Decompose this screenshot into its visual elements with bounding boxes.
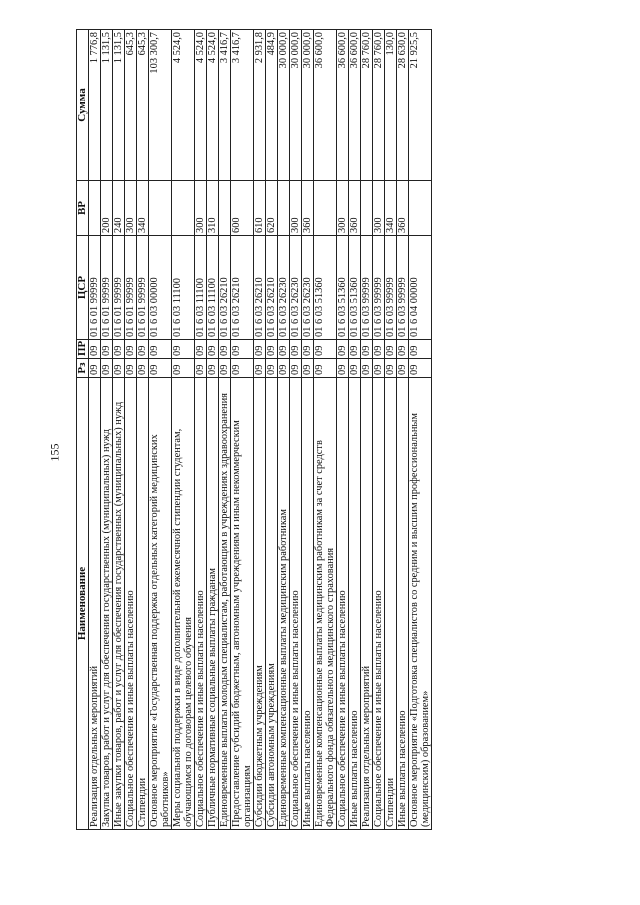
cell-rz: 09 <box>385 359 397 378</box>
cell-sum: 1 131,5 <box>101 30 113 181</box>
cell-sum: 36 600,0 <box>314 30 337 181</box>
cell-name: Единовременные компенсационные выплаты медицинским работникам <box>278 378 290 830</box>
rotated-page <box>76 30 571 830</box>
table-row <box>385 30 397 830</box>
cell-name: Меры социальной поддержки в виде дополнительной ежемесячной стипендии студентам, обучающимся по договорам целевого обучения <box>172 378 195 830</box>
cell-rz: 09 <box>113 359 125 378</box>
cell-vr: 300 <box>125 181 137 236</box>
cell-sum: 36 600,0 <box>337 30 349 181</box>
cell-sum: 4 524,0 <box>195 30 207 181</box>
cell-csr: 01 6 03 11100 <box>195 236 207 340</box>
cell-vr <box>278 181 290 236</box>
cell-pr: 09 <box>231 340 254 359</box>
cell-rz: 09 <box>231 359 254 378</box>
cell-sum: 645,3 <box>137 30 149 181</box>
table-row <box>337 30 349 830</box>
cell-rz: 09 <box>172 359 195 378</box>
table-row <box>101 30 113 830</box>
header-name: Наименование <box>77 378 89 830</box>
cell-pr: 09 <box>254 340 266 359</box>
cell-pr: 09 <box>101 340 113 359</box>
cell-pr: 09 <box>172 340 195 359</box>
cell-pr: 09 <box>361 340 373 359</box>
cell-csr: 01 6 03 99999 <box>385 236 397 340</box>
cell-vr: 300 <box>195 181 207 236</box>
cell-vr <box>409 181 432 236</box>
cell-csr: 01 6 03 99999 <box>397 236 409 340</box>
cell-rz: 09 <box>195 359 207 378</box>
cell-vr <box>172 181 195 236</box>
cell-vr: 360 <box>349 181 361 236</box>
cell-csr: 01 6 03 26230 <box>278 236 290 340</box>
table-row <box>278 30 290 830</box>
cell-sum: 484,9 <box>266 30 278 181</box>
cell-name: Закупка товаров, работ и услуг для обеспечения государственных (муниципальных) нужд <box>101 378 113 830</box>
table-row <box>302 30 314 830</box>
cell-csr: 01 6 01 99999 <box>101 236 113 340</box>
cell-rz: 09 <box>125 359 137 378</box>
cell-vr <box>361 181 373 236</box>
cell-csr: 01 6 03 11100 <box>207 236 219 340</box>
cell-rz: 09 <box>137 359 149 378</box>
table-row <box>361 30 373 830</box>
cell-pr: 09 <box>302 340 314 359</box>
cell-name: Субсидии бюджетным учреждениям <box>254 378 266 830</box>
cell-rz: 09 <box>290 359 302 378</box>
table-row <box>349 30 361 830</box>
cell-vr: 240 <box>113 181 125 236</box>
budget-table <box>76 29 432 830</box>
cell-pr: 09 <box>113 340 125 359</box>
cell-name: Стипендии <box>385 378 397 830</box>
table-row <box>231 30 254 830</box>
cell-pr: 09 <box>409 340 432 359</box>
cell-vr <box>149 181 172 236</box>
cell-csr: 01 6 03 51360 <box>349 236 361 340</box>
cell-csr: 01 6 04 00000 <box>409 236 432 340</box>
cell-pr: 09 <box>385 340 397 359</box>
cell-name: Иные выплаты населению <box>397 378 409 830</box>
cell-name: Социальное обеспечение и иные выплаты населению <box>373 378 385 830</box>
table-row <box>397 30 409 830</box>
cell-name: Реализация отдельных мероприятий <box>361 378 373 830</box>
cell-rz: 09 <box>337 359 349 378</box>
cell-csr: 01 6 03 51360 <box>337 236 349 340</box>
cell-name: Иные закупки товаров, работ и услуг для обеспечения государственных (муниципальных) нужд <box>113 378 125 830</box>
table-row <box>219 30 231 830</box>
cell-pr: 09 <box>195 340 207 359</box>
cell-rz: 09 <box>101 359 113 378</box>
cell-rz: 09 <box>302 359 314 378</box>
cell-name: Основное мероприятие «Государственная поддержка отдельных категорий медицинских работников» <box>149 378 172 830</box>
cell-sum: 30 000,0 <box>302 30 314 181</box>
cell-csr: 01 6 03 99999 <box>373 236 385 340</box>
cell-vr: 360 <box>397 181 409 236</box>
table-row <box>149 30 172 830</box>
cell-pr: 09 <box>397 340 409 359</box>
cell-sum: 645,3 <box>125 30 137 181</box>
cell-rz: 09 <box>207 359 219 378</box>
cell-sum: 130,0 <box>385 30 397 181</box>
cell-rz: 09 <box>278 359 290 378</box>
header-vr: ВР <box>77 181 89 236</box>
cell-pr: 09 <box>89 340 101 359</box>
cell-vr: 600 <box>231 181 254 236</box>
cell-csr: 01 6 01 99999 <box>137 236 149 340</box>
cell-csr: 01 6 03 26230 <box>290 236 302 340</box>
table-row <box>207 30 219 830</box>
cell-pr: 09 <box>207 340 219 359</box>
cell-sum: 30 000,0 <box>278 30 290 181</box>
cell-vr: 360 <box>302 181 314 236</box>
cell-pr: 09 <box>137 340 149 359</box>
table-row <box>89 30 101 830</box>
cell-vr: 340 <box>137 181 149 236</box>
page-number: 155 <box>47 443 62 462</box>
cell-name: Иные выплаты населению <box>349 378 361 830</box>
cell-pr: 09 <box>337 340 349 359</box>
cell-vr <box>89 181 101 236</box>
cell-pr: 09 <box>278 340 290 359</box>
cell-sum: 1 131,5 <box>113 30 125 181</box>
cell-csr: 01 6 03 26210 <box>254 236 266 340</box>
cell-pr: 09 <box>349 340 361 359</box>
table-row <box>266 30 278 830</box>
table-row <box>409 30 432 830</box>
cell-csr: 01 6 01 99999 <box>89 236 101 340</box>
cell-csr: 01 6 03 26210 <box>231 236 254 340</box>
table-row <box>195 30 207 830</box>
table-row <box>125 30 137 830</box>
table-row <box>172 30 195 830</box>
cell-vr <box>219 181 231 236</box>
cell-pr: 09 <box>125 340 137 359</box>
table-row <box>373 30 385 830</box>
cell-csr: 01 6 03 00000 <box>149 236 172 340</box>
cell-sum: 21 925,5 <box>409 30 432 181</box>
header-rz: Рз <box>77 359 89 378</box>
cell-pr: 09 <box>290 340 302 359</box>
cell-name: Стипендии <box>137 378 149 830</box>
cell-rz: 09 <box>89 359 101 378</box>
cell-name: Публичные нормативные социальные выплаты гражданам <box>207 378 219 830</box>
cell-rz: 09 <box>149 359 172 378</box>
cell-rz: 09 <box>373 359 385 378</box>
cell-vr: 300 <box>337 181 349 236</box>
cell-csr: 01 6 03 26210 <box>266 236 278 340</box>
cell-sum: 4 524,0 <box>207 30 219 181</box>
cell-name: Социальное обеспечение и иные выплаты населению <box>125 378 137 830</box>
cell-pr: 09 <box>149 340 172 359</box>
cell-pr: 09 <box>266 340 278 359</box>
cell-rz: 09 <box>361 359 373 378</box>
cell-name: Социальное обеспечение и иные выплаты населению <box>290 378 302 830</box>
cell-sum: 28 760,0 <box>361 30 373 181</box>
cell-vr: 200 <box>101 181 113 236</box>
cell-vr <box>314 181 337 236</box>
cell-csr: 01 6 01 99999 <box>125 236 137 340</box>
cell-sum: 30 000,0 <box>290 30 302 181</box>
header-csr: ЦСР <box>77 236 89 340</box>
cell-sum: 103 300,7 <box>149 30 172 181</box>
cell-rz: 09 <box>409 359 432 378</box>
table-row <box>314 30 337 830</box>
cell-csr: 01 6 03 51360 <box>314 236 337 340</box>
cell-sum: 3 416,7 <box>231 30 254 181</box>
cell-pr: 09 <box>314 340 337 359</box>
cell-name: Единовременные выплаты молодым специалистам, работающим в учреждениях здравоохранения <box>219 378 231 830</box>
table-header-row <box>77 30 89 830</box>
cell-vr: 610 <box>254 181 266 236</box>
cell-pr: 09 <box>219 340 231 359</box>
cell-name: Реализация отдельных мероприятий <box>89 378 101 830</box>
cell-csr: 01 6 03 26230 <box>302 236 314 340</box>
cell-vr: 340 <box>385 181 397 236</box>
cell-sum: 4 524,0 <box>172 30 195 181</box>
cell-name: Социальное обеспечение и иные выплаты населению <box>195 378 207 830</box>
cell-vr: 300 <box>373 181 385 236</box>
cell-csr: 01 6 03 11100 <box>172 236 195 340</box>
cell-csr: 01 6 03 99999 <box>361 236 373 340</box>
header-pr: ПР <box>77 340 89 359</box>
header-sum: Сумма <box>77 30 89 181</box>
table-row <box>254 30 266 830</box>
cell-name: Предоставление субсидий бюджетным, автономным учреждениям и иным некоммерческим организациям <box>231 378 254 830</box>
cell-rz: 09 <box>266 359 278 378</box>
cell-name: Основное мероприятие «Подготовка специалистов со средним и высшим профессиональным (медицинским) образованием» <box>409 378 432 830</box>
table-row <box>137 30 149 830</box>
cell-rz: 09 <box>219 359 231 378</box>
cell-name: Единовременные компенсационные выплаты медицинским работникам за счет средств Федерального фонда обязательного медицинского страхования <box>314 378 337 830</box>
cell-sum: 1 776,8 <box>89 30 101 181</box>
cell-rz: 09 <box>349 359 361 378</box>
table-row <box>113 30 125 830</box>
cell-name: Социальное обеспечение и иные выплаты населению <box>337 378 349 830</box>
cell-sum: 28 630,0 <box>397 30 409 181</box>
cell-sum: 3 416,7 <box>219 30 231 181</box>
cell-pr: 09 <box>373 340 385 359</box>
cell-csr: 01 6 03 26210 <box>219 236 231 340</box>
cell-csr: 01 6 01 99999 <box>113 236 125 340</box>
cell-name: Субсидии автономным учреждениям <box>266 378 278 830</box>
cell-name: Иные выплаты населению <box>302 378 314 830</box>
cell-vr: 300 <box>290 181 302 236</box>
cell-rz: 09 <box>397 359 409 378</box>
cell-sum: 2 931,8 <box>254 30 266 181</box>
cell-sum: 28 760,0 <box>373 30 385 181</box>
cell-rz: 09 <box>254 359 266 378</box>
cell-rz: 09 <box>314 359 337 378</box>
table-row <box>290 30 302 830</box>
cell-vr: 620 <box>266 181 278 236</box>
cell-sum: 36 600,0 <box>349 30 361 181</box>
cell-vr: 310 <box>207 181 219 236</box>
